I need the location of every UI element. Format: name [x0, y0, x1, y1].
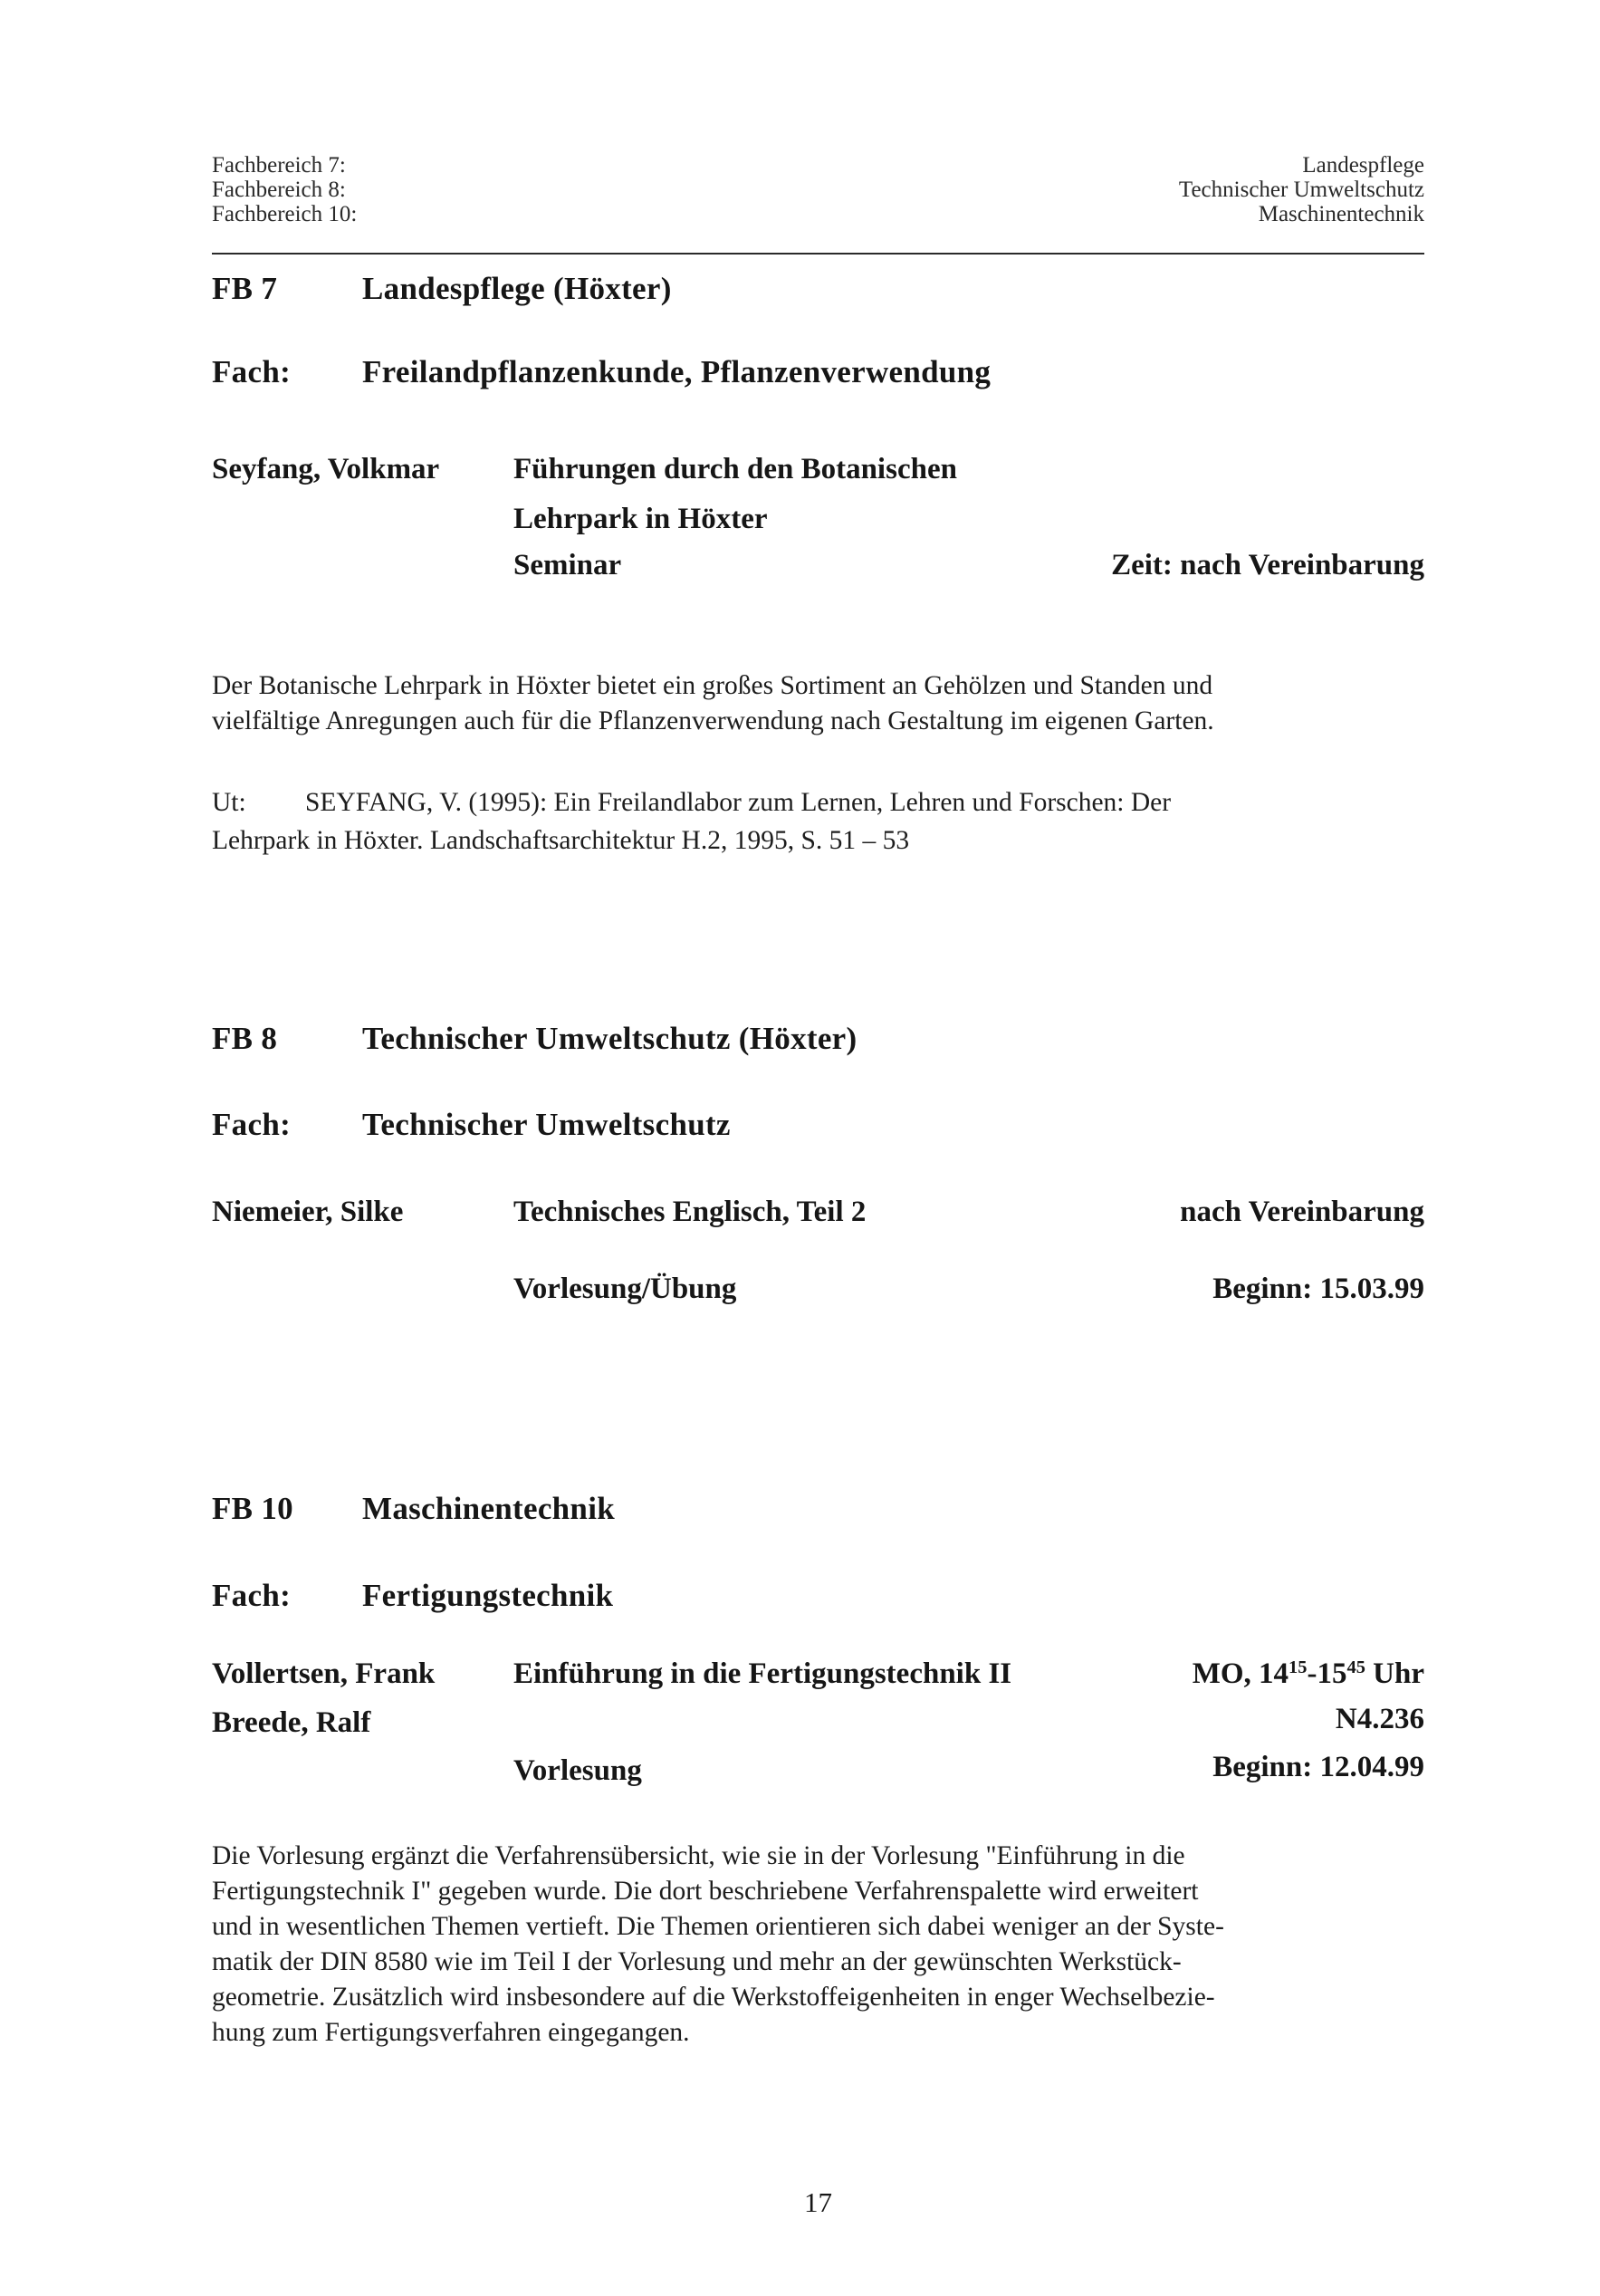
header-dept-7: Fachbereich 7: — [212, 153, 346, 178]
fb10-description-line: matik der DIN 8580 wie im Teil I der Vorlesung und mehr an der gewünschten Werkstück- — [212, 1947, 1182, 1976]
header-subjects — [1179, 153, 1424, 226]
fb8-code: FB 8 — [212, 1021, 278, 1056]
fb7-literature-line2: Lehrpark in Höxter. Landschaftsarchitektur H.2, 1995, S. 51 – 53 — [212, 826, 910, 855]
fb10-code: FB 10 — [212, 1491, 293, 1526]
fb10-time-start-minutes: 15 — [1289, 1657, 1308, 1677]
fb8-type: Vorlesung/Übung — [513, 1273, 737, 1305]
fb10-description-line: Fertigungstechnik I" gegeben wurde. Die dort beschriebene Verfahrenspalette wird erweitert — [212, 1877, 1199, 1906]
fb10-description-line: Die Vorlesung ergänzt die Verfahrensübersicht, wie sie in der Vorlesung "Einführung in die — [212, 1841, 1185, 1870]
fb10-description — [212, 1839, 1425, 2051]
fb8-begin: Beginn: 15.03.99 — [1212, 1273, 1424, 1305]
fb10-begin: Beginn: 12.04.99 — [1212, 1751, 1424, 1783]
fb7-description-line: Der Botanische Lehrpark in Höxter bietet ein großes Sortiment an Gehölzen und Standen und — [212, 671, 1213, 700]
page-number: 17 — [804, 2186, 832, 2218]
fb10-fach: Fertigungstechnik — [362, 1578, 614, 1613]
fb10-title: Maschinentechnik — [362, 1491, 615, 1526]
fb10-time-unit: Uhr — [1365, 1657, 1424, 1690]
header-subject-10: Maschinentechnik — [1258, 202, 1424, 226]
fb10-course: Einführung in die Fertigungstechnik II — [513, 1657, 1012, 1690]
fb8-time: nach Vereinbarung — [1180, 1196, 1424, 1228]
header-subject-8: Technischer Umweltschutz — [1178, 178, 1424, 202]
fb10-time-dash: -15 — [1307, 1657, 1347, 1690]
fb10-time — [1193, 1657, 1424, 1691]
fb7-fach-label: Fach: — [212, 354, 292, 389]
fb10-description-line: geometrie. Zusätzlich wird insbesondere auf die Werkstoffeigenheiten in enger Wechselbezie- — [212, 1983, 1215, 2012]
fb7-type: Seminar — [513, 549, 622, 581]
header-dept-8: Fachbereich 8: — [212, 178, 346, 202]
fb10-description-line: und in wesentlichen Themen vertieft. Die Themen orientieren sich dabei weniger an der Syste- — [212, 1912, 1224, 1941]
fb10-room: N4.236 — [1335, 1703, 1424, 1735]
fb7-course-line1: Führungen durch den Botanischen — [513, 453, 957, 485]
fb7-course-line2: Lehrpark in Höxter — [513, 503, 768, 535]
fb7-fach: Freilandpflanzenkunde, Pflanzenverwendung — [362, 354, 992, 389]
fb7-description-line: vielfältige Anregungen auch für die Pflanzenverwendung nach Gestaltung im eigenen Garten. — [212, 706, 1214, 735]
fb10-description-line: hung zum Fertigungsverfahren eingegangen. — [212, 2018, 690, 2047]
fb8-course: Technisches Englisch, Teil 2 — [513, 1196, 867, 1228]
fb10-lecturer-1: Vollertsen, Frank — [212, 1657, 436, 1690]
fb10-time-end-minutes: 45 — [1346, 1657, 1365, 1677]
fb10-fach-label: Fach: — [212, 1578, 292, 1613]
header-rule — [212, 253, 1424, 255]
fb7-description — [212, 668, 1425, 739]
header-departments — [212, 153, 357, 226]
fb10-time-day: MO, 14 — [1192, 1657, 1289, 1690]
fb8-fach: Technischer Umweltschutz — [362, 1107, 731, 1142]
fb7-literature-line1: SEYFANG, V. (1995): Ein Freilandlabor zum Lernen, Lehren und Forschen: Der — [305, 788, 1172, 817]
fb8-title: Technischer Umweltschutz (Höxter) — [362, 1021, 857, 1056]
fb7-time: Zeit: nach Vereinbarung — [1111, 549, 1424, 581]
fb8-fach-label: Fach: — [212, 1107, 292, 1142]
fb7-literature-label: Ut: — [212, 788, 246, 817]
header-subject-7: Landespflege — [1302, 153, 1424, 178]
fb10-type: Vorlesung — [513, 1754, 642, 1787]
fb7-code: FB 7 — [212, 271, 278, 306]
fb7-title: Landespflege (Höxter) — [362, 271, 672, 306]
header-dept-10: Fachbereich 10: — [212, 202, 358, 226]
fb8-lecturer: Niemeier, Silke — [212, 1196, 404, 1228]
fb7-lecturer: Seyfang, Volkmar — [212, 453, 440, 485]
fb10-lecturer-2: Breede, Ralf — [212, 1706, 371, 1739]
